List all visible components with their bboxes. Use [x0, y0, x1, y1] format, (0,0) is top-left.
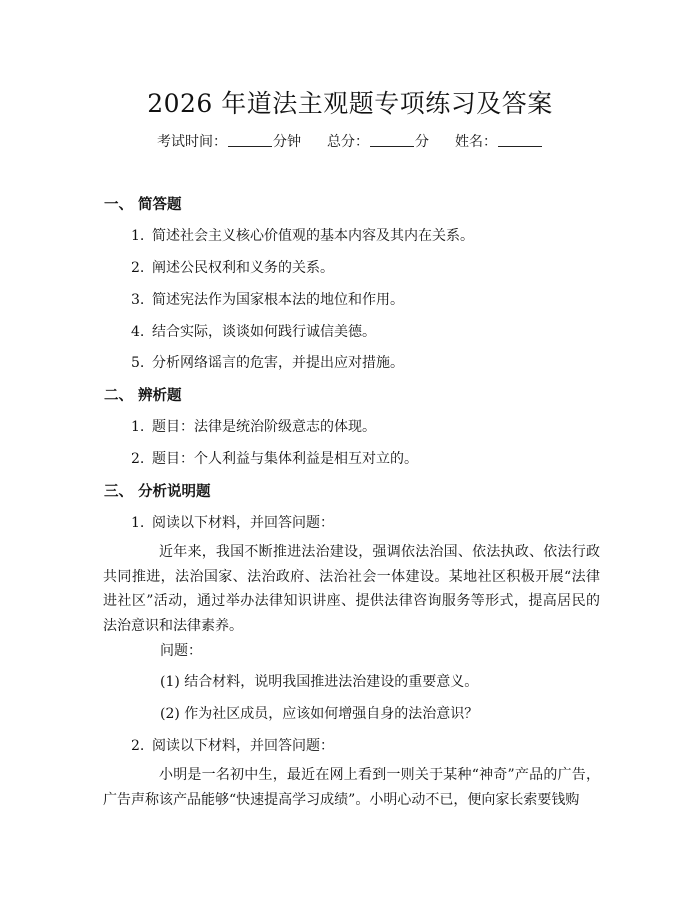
question-number: 4. [131, 324, 145, 340]
section-title: 分析说明题 [138, 484, 211, 500]
question-item [131, 257, 334, 277]
question-item [131, 512, 334, 532]
question-item [131, 448, 418, 468]
section-title: 简答题 [138, 197, 182, 213]
section-heading-analysis [104, 384, 182, 405]
student-name-label: 姓名： [455, 134, 497, 150]
question-text: 阅读以下材料，并回答问题： [152, 515, 334, 531]
question-number: 2. [131, 260, 145, 276]
reading-material: 近年来，我国不断推进法治建设，强调依法治国、依法执政、依法行政共同推进，法治国家、法治政府、法治社会一体建设。某地社区积极开展“法律进社区”活动，通过举办法律知识讲座、提供法律咨询服务等形式，提高居民的法治意识和法律素养。 [103, 544, 600, 634]
question-label: 问题： [160, 643, 202, 659]
question-text: 题目：法律是统治阶级意志的体现。 [152, 419, 376, 435]
student-name-blank[interactable] [498, 134, 542, 147]
question-item [131, 416, 376, 436]
reading-material: 小明是一名初中生，最近在网上看到一则关于某种“神奇”产品的广告，广告声称该产品能够“快速提高学习成绩”。小明心动不已，便向家长索要钱购 [103, 767, 600, 808]
question-text: 题目：个人利益与集体利益是相互对立的。 [152, 451, 418, 467]
exam-time-unit: 分钟 [273, 134, 301, 150]
total-score-unit: 分 [415, 134, 429, 150]
exam-info-line [0, 131, 700, 151]
section-title: 辨析题 [138, 388, 182, 404]
question-number: 3. [131, 292, 145, 308]
section-heading-short-answer [104, 193, 182, 214]
question-number: 1. [131, 228, 145, 244]
section-number: 二、 [104, 388, 133, 404]
question-item [131, 289, 404, 309]
exam-time-blank[interactable] [228, 134, 272, 147]
question-text: 分析网络谣言的危害，并提出应对措施。 [152, 355, 404, 371]
question-number: 5. [131, 355, 145, 371]
question-item [131, 352, 404, 372]
question-number: 1. [131, 419, 145, 435]
section-number: 一、 [104, 197, 133, 213]
sub-question: (1) 结合材料，说明我国推进法治建设的重要意义。 [160, 674, 479, 690]
question-item [131, 735, 334, 755]
question-text: 阅读以下材料，并回答问题： [152, 738, 334, 754]
question-text: 结合实际，谈谈如何践行诚信美德。 [152, 324, 376, 340]
exam-time-label: 考试时间： [157, 134, 227, 150]
question-text: 简述社会主义核心价值观的基本内容及其内在关系。 [152, 228, 474, 244]
question-item [131, 225, 474, 245]
question-text: 简述宪法作为国家根本法的地位和作用。 [152, 292, 404, 308]
total-score-blank[interactable] [370, 134, 414, 147]
sub-question: (2) 作为社区成员，应该如何增强自身的法治意识？ [160, 706, 479, 722]
question-number: 2. [131, 738, 145, 754]
question-number: 1. [131, 515, 145, 531]
total-score-label: 总分： [327, 134, 369, 150]
section-heading-analysis-explanation [104, 480, 211, 501]
question-number: 2. [131, 451, 145, 467]
question-item [131, 321, 376, 341]
section-number: 三、 [104, 484, 133, 500]
question-text: 阐述公民权利和义务的关系。 [152, 260, 334, 276]
document-title: 2026 年道法主观题专项练习及答案 [147, 89, 553, 118]
